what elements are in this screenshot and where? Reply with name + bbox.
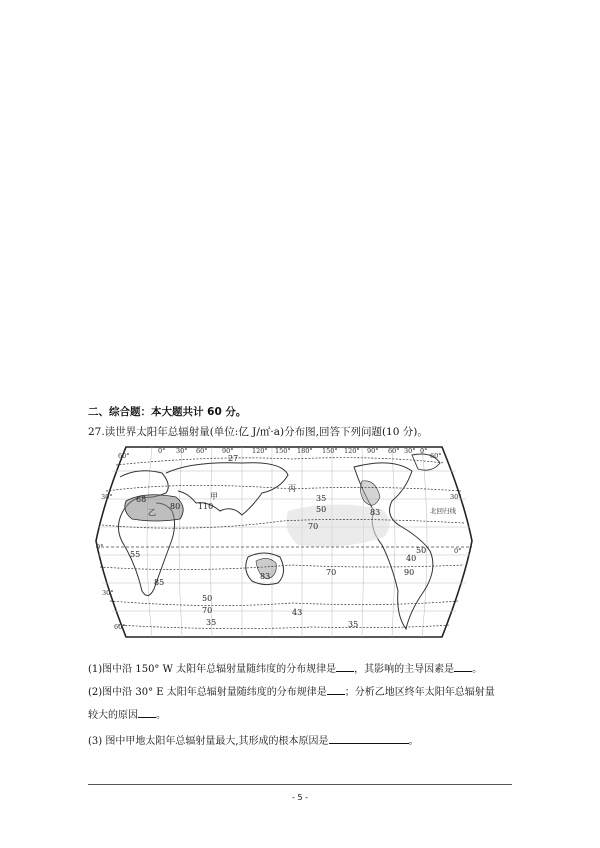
lon-label: 60° bbox=[196, 447, 208, 455]
place-label-jia: 甲 bbox=[210, 492, 218, 501]
value-label: 50 bbox=[316, 505, 327, 514]
lon-label: 120° bbox=[252, 447, 268, 455]
value-label: 80 bbox=[170, 502, 181, 511]
value-label: 27 bbox=[228, 454, 239, 463]
lon-label: 0° bbox=[420, 447, 428, 455]
answer-blank[interactable] bbox=[336, 661, 354, 672]
value-label: 35 bbox=[316, 494, 327, 503]
value-label: 55 bbox=[130, 550, 141, 559]
value-label: 35 bbox=[348, 620, 359, 629]
value-label: 83 bbox=[370, 508, 381, 517]
value-label: 43 bbox=[292, 608, 303, 617]
answer-blank[interactable] bbox=[454, 661, 472, 672]
subquestion-3-text: (3) 图中甲地太阳年总辐射量最大,其形成的根本原因是 bbox=[88, 736, 329, 747]
subquestion-2-cont bbox=[88, 707, 166, 723]
answer-blank[interactable] bbox=[327, 684, 345, 695]
answer-blank[interactable] bbox=[138, 707, 156, 718]
value-label: 70 bbox=[202, 606, 213, 615]
footer-divider bbox=[88, 784, 512, 785]
lon-label: 60° bbox=[388, 447, 400, 455]
lat-label-30s-left: 30° bbox=[102, 589, 114, 597]
subquestion-2 bbox=[88, 684, 495, 700]
place-label-yi: 乙 bbox=[148, 508, 156, 517]
section-title: 二、综合题：本大题共计 60 分。 bbox=[88, 406, 247, 418]
subquestion-3-end: 。 bbox=[408, 736, 419, 747]
value-label: 68 bbox=[136, 495, 147, 504]
lat-label-60n-right: 60° bbox=[430, 452, 442, 460]
subquestion-1 bbox=[88, 661, 482, 677]
world-map-figure bbox=[92, 441, 474, 641]
answer-blank[interactable] bbox=[329, 733, 409, 744]
page-number: - 5 - bbox=[292, 793, 308, 802]
solar-radiation-world-map bbox=[92, 441, 474, 641]
subquestion-2-end: 。 bbox=[156, 710, 166, 721]
value-label: 90 bbox=[404, 568, 415, 577]
lon-label: 0° bbox=[158, 447, 166, 455]
subquestion-2-text-b: ；分析乙地区终年太阳年总辐射量 bbox=[344, 687, 495, 698]
map-border bbox=[96, 447, 472, 637]
subquestion-2-text: (2)图中沿 30° E 太阳年总辐射量随纬度的分布规律是 bbox=[88, 687, 327, 698]
lat-label-0-left: 0° bbox=[96, 543, 104, 551]
value-label: 70 bbox=[308, 522, 319, 531]
lon-label: 180° bbox=[297, 447, 313, 455]
lat-label-30n-right: 30° bbox=[450, 493, 462, 501]
tropic-of-cancer-label: 北回归线 bbox=[430, 507, 456, 515]
value-label: 40 bbox=[406, 554, 417, 563]
value-label: 83 bbox=[260, 572, 271, 581]
lon-label: 90° bbox=[367, 447, 379, 455]
place-label-bing: 丙 bbox=[288, 484, 296, 493]
subquestion-1-text: (1)图中沿 150° W 太阳年总辐射量随纬度的分布规律是 bbox=[88, 664, 337, 675]
question-27-stem: 27.读世界太阳年总辐射量(单位:亿 J/㎡·a)分布图,回答下列问题(10 分)。 bbox=[88, 426, 428, 438]
subquestion-1-end: 。 bbox=[472, 664, 483, 675]
subquestion-2-text-c: 较大的原因 bbox=[88, 710, 138, 721]
lon-label: 120° bbox=[344, 447, 360, 455]
lon-label: 90° bbox=[222, 447, 234, 455]
value-label: 85 bbox=[154, 578, 165, 587]
value-label: 35 bbox=[206, 618, 217, 627]
value-label: 50 bbox=[202, 594, 213, 603]
lon-label: 30° bbox=[176, 447, 188, 455]
subquestion-3 bbox=[88, 733, 419, 749]
value-label: 50 bbox=[416, 546, 427, 555]
lat-label-60s-left: 60° bbox=[114, 623, 126, 631]
value-label: 70 bbox=[326, 568, 337, 577]
value-label: 110 bbox=[198, 502, 214, 511]
lat-label-60n-left: 60° bbox=[118, 452, 130, 460]
lon-label: 150° bbox=[275, 447, 291, 455]
lat-label-30n-left: 30° bbox=[101, 493, 113, 501]
subquestion-1-text-b: ，其影响的主导因素是 bbox=[354, 664, 455, 675]
lon-label: 30° bbox=[404, 447, 416, 455]
lat-label-0-right: 0° bbox=[454, 547, 462, 555]
lon-label: 150° bbox=[322, 447, 338, 455]
